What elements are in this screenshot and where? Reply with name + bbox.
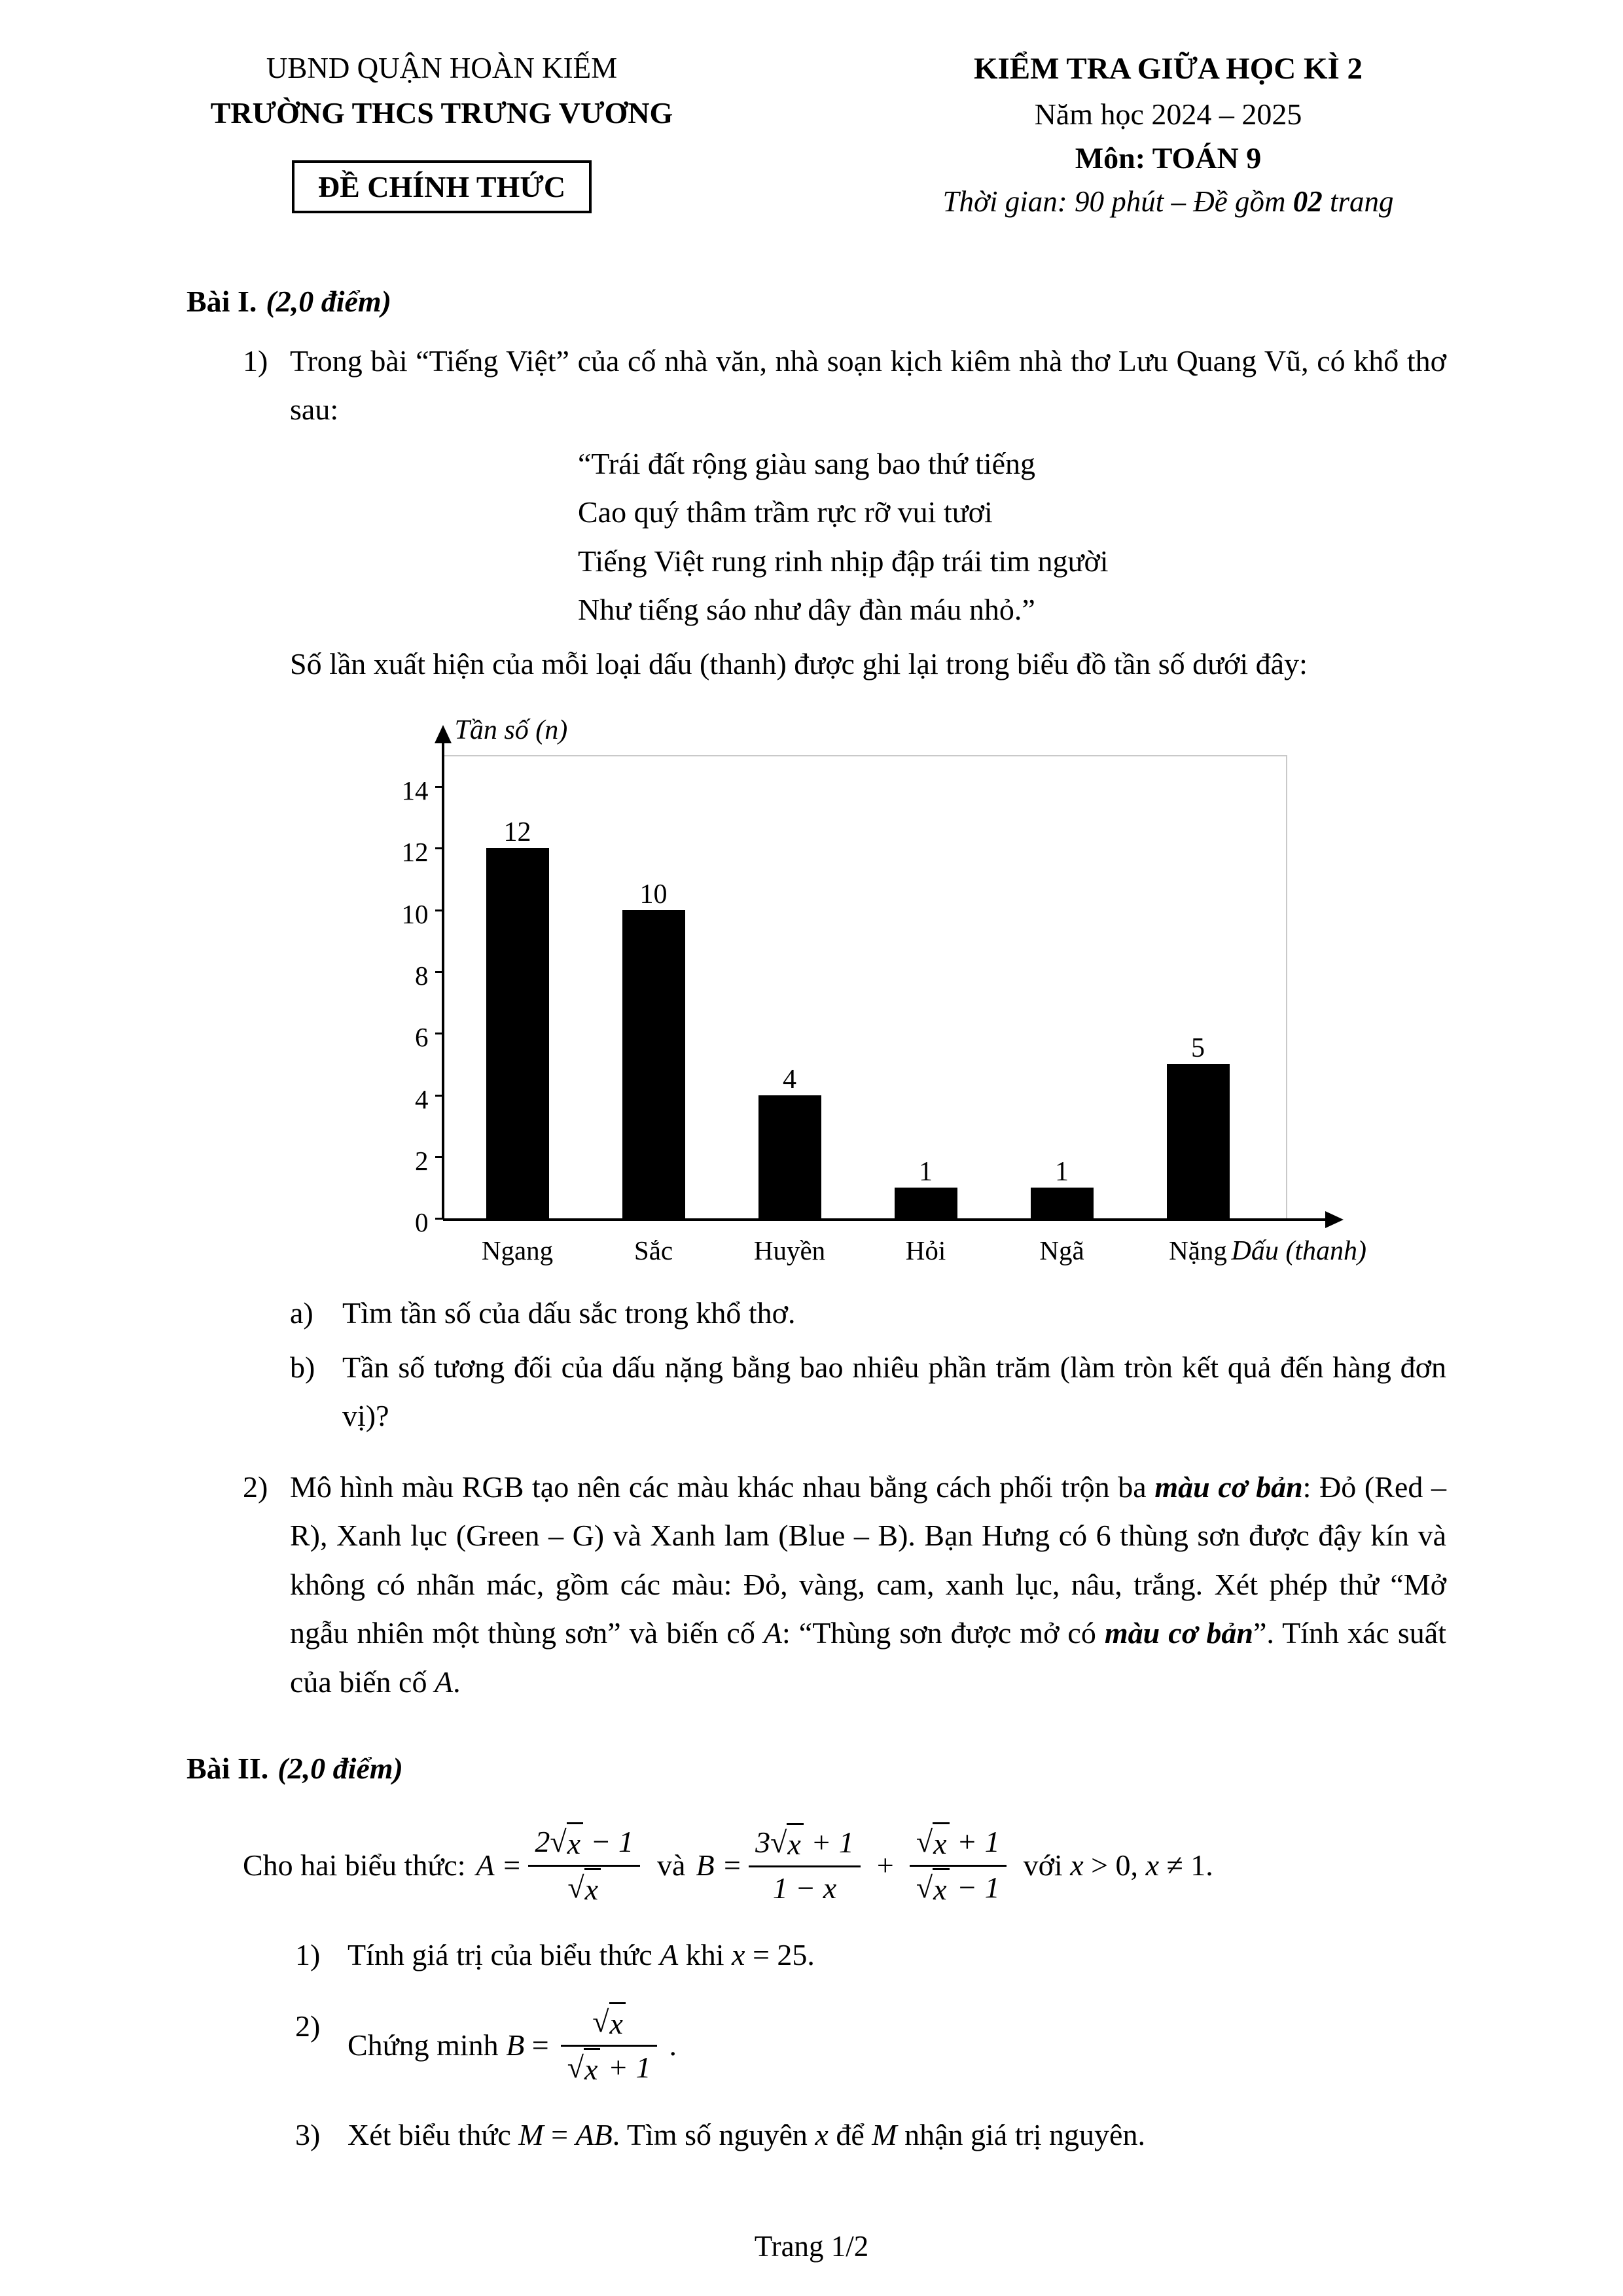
- item-number: 1): [295, 1938, 321, 1972]
- header-right-block: [890, 51, 1446, 219]
- chart-x-axis-arrow: [1325, 1211, 1344, 1228]
- bai1-item1-sub-a: [290, 1289, 1446, 1338]
- chart-bar: [1167, 1064, 1230, 1218]
- bai2-item-1: [187, 1931, 1446, 1980]
- chart-bar: [622, 910, 685, 1218]
- bai2-item2-text: [348, 2002, 1446, 2089]
- bai2-item2-prefix: Chứng minh B =: [348, 2028, 549, 2062]
- connector-va: và: [657, 1848, 686, 1882]
- chart-y-tick-label: 2: [415, 1145, 429, 1176]
- chart-x-category-label: Ngang: [481, 1235, 554, 1266]
- chart-y-tick-mark: [435, 1095, 443, 1097]
- chart-bar: [486, 848, 549, 1218]
- item-number: 1): [243, 344, 268, 378]
- chart-y-tick-label: 0: [415, 1207, 429, 1238]
- chart-y-tick-label: 8: [415, 960, 429, 991]
- bai2-item-3: [187, 2111, 1446, 2160]
- chart-y-axis: [442, 742, 444, 1220]
- section-bai2-heading: [187, 1744, 1446, 1793]
- chart-y-tick-label: 6: [415, 1022, 429, 1053]
- sub-item-text: Tìm tần số của dấu sắc trong khổ thơ.: [342, 1296, 796, 1330]
- sub-item-letter: b): [290, 1350, 315, 1384]
- sub-item-letter: a): [290, 1296, 313, 1330]
- bai2-item3-text: Xét biểu thức M = AB. Tìm số nguyên x để M nhận giá trị nguyên.: [348, 2118, 1145, 2152]
- chart-y-tick-mark: [435, 1218, 443, 1220]
- duration-info: Thời gian: 90 phút – Đề gồm 02 trang: [942, 185, 1394, 218]
- period: .: [669, 2028, 677, 2062]
- expression-A: [476, 1822, 647, 1909]
- chart-y-tick-label: 10: [401, 898, 429, 929]
- chart-bar: [758, 1095, 821, 1219]
- fraction: [910, 1822, 1007, 1909]
- sub-item-text: Tần số tương đối của dấu nặng bằng bao nhiêu phần trăm (làm tròn kết quả đến hàng đơn vị)?: [342, 1350, 1446, 1433]
- fraction: [561, 2002, 658, 2089]
- chart-y-tick-mark: [435, 1033, 443, 1034]
- chart-x-category-label: Ngã: [1039, 1235, 1084, 1266]
- chart-bar-value-label: 1: [919, 1156, 933, 1187]
- plus-operator: +: [874, 1848, 895, 1882]
- chart-bar-value-label: 10: [639, 879, 668, 910]
- expression-B-lhs: B =: [696, 1848, 743, 1882]
- fraction-denominator: √ x + 1: [561, 2047, 658, 2089]
- chart-y-tick-mark: [435, 1156, 443, 1158]
- chart-x-axis: [443, 1218, 1325, 1221]
- chart-y-axis-title: Tần số (n): [454, 715, 568, 746]
- section-bai2-points: (2,0 điểm): [277, 1752, 403, 1786]
- expression-B: [696, 1822, 1012, 1909]
- chart-y-tick-mark: [435, 971, 443, 973]
- fraction: [528, 1822, 640, 1909]
- chart-y-tick-mark: [435, 910, 443, 911]
- fraction-numerator: √ x + 1: [910, 1822, 1007, 1867]
- section-bai1-heading: [187, 277, 1446, 327]
- page-header: [187, 51, 1446, 219]
- fraction-numerator: 3 √ x + 1: [749, 1823, 861, 1867]
- bai2-intro: [243, 1822, 1446, 1909]
- section-bai2-title: Bài II.: [187, 1752, 269, 1786]
- exam-title: KIỂM TRA GIỮA HỌC KÌ 2: [973, 52, 1363, 86]
- fraction: [749, 1823, 861, 1908]
- item-number: 3): [295, 2118, 321, 2152]
- poem-line: “Trái đất rộng giàu sang bao thứ tiếng: [578, 446, 1036, 480]
- issuing-authority: UBND QUẬN HOÀN KIẾM: [266, 52, 618, 84]
- poem-line: Cao quý thâm trầm rực rỡ vui tươi: [578, 495, 993, 529]
- chart-y-tick-mark: [435, 847, 443, 849]
- item-body: [290, 337, 1446, 1441]
- frequency-bar-chart: [358, 708, 1379, 1276]
- chart-x-category-label: Nặng: [1169, 1235, 1227, 1266]
- chart-y-axis-arrow: [435, 725, 452, 743]
- fraction-denominator: √ x: [528, 1867, 640, 1909]
- bai2-item-2: [187, 2002, 1446, 2089]
- poem-line: Như tiếng sáo như dây đàn máu nhỏ.”: [578, 593, 1035, 627]
- chart-bar-value-label: 4: [783, 1064, 796, 1095]
- item-number: 2): [243, 1470, 268, 1504]
- chart-bar-value-label: 5: [1191, 1033, 1205, 1064]
- page-number: Trang 1/2: [754, 2230, 869, 2263]
- bai2-intro-label: Cho hai biểu thức:: [243, 1848, 466, 1882]
- chart-bar-value-label: 12: [503, 817, 531, 848]
- bai1-item1-text: Trong bài “Tiếng Việt” của cố nhà văn, nhà soạn kịch kiêm nhà thơ Lưu Quang Vũ, có khổ thơ sau:: [290, 344, 1446, 427]
- bai1-item2-text: Mô hình màu RGB tạo nên các màu khác nhau bằng cách phối trộn ba màu cơ bản: Đỏ (Red – R), Xanh lục (Green – G) và Xanh lam (Blue – B). Bạn Hưng có 6 thùng sơn được đậy kín và không có nhãn mác, gồm các màu: Đỏ, vàng, cam, xanh lục, nâu, trắng. Xét phép thử “Mở ngẫu nhiên một thùng sơn” và biến cố A: “Thùng sơn được mở có màu cơ bản”. Tính xác suất của biến cố A.: [290, 1470, 1446, 1699]
- chart-y-tick-label: 14: [401, 775, 429, 806]
- bai2-intro-condition: với x > 0, x ≠ 1.: [1023, 1848, 1213, 1882]
- bai2-item1-text: Tính giá trị của biểu thức A khi x = 25.: [348, 1938, 815, 1972]
- section-bai1-points: (2,0 điểm): [266, 285, 391, 318]
- bai1-item1-sub-b: [290, 1343, 1446, 1441]
- expression-B-simplified: [554, 2002, 664, 2089]
- poem-line: Tiếng Việt rung rinh nhịp đập trái tim người: [578, 544, 1109, 578]
- bai1-item-1: [187, 337, 1446, 1441]
- chart-y-tick-mark: [435, 786, 443, 788]
- school-name: TRƯỜNG THCS TRƯNG VƯƠNG: [210, 96, 673, 130]
- chart-x-category-label: Sắc: [633, 1235, 673, 1266]
- fraction-numerator: 2 √ x − 1: [528, 1822, 640, 1867]
- chart-bar-value-label: 1: [1055, 1156, 1069, 1187]
- chart-y-tick-label: 4: [415, 1084, 429, 1114]
- fraction-numerator: √ x: [561, 2002, 658, 2047]
- section-bai1-title: Bài I.: [187, 285, 257, 318]
- chart-caption: Số lần xuất hiện của mỗi loại dấu (thanh) được ghi lại trong biểu đồ tần số dưới đây:: [290, 646, 1308, 680]
- chart-y-tick-label: 12: [401, 837, 429, 868]
- official-exam-box: ĐỀ CHÍNH THỨC: [292, 160, 592, 213]
- header-left-block: [187, 51, 697, 213]
- chart-x-axis-title: Dấu (thanh): [1231, 1236, 1366, 1267]
- subject: Môn: TOÁN 9: [1075, 141, 1262, 175]
- expression-A-lhs: A =: [476, 1848, 522, 1882]
- chart-x-category-label: Huyền: [753, 1235, 826, 1266]
- fraction-denominator: 1 − x: [772, 1871, 837, 1905]
- chart-x-category-label: Hỏi: [905, 1235, 946, 1266]
- item-number: 2): [295, 2009, 321, 2043]
- school-year: Năm học 2024 – 2025: [1034, 97, 1302, 131]
- bai1-item-2: [187, 1463, 1446, 1707]
- poem-block: [578, 440, 1446, 635]
- fraction-denominator: √ x − 1: [910, 1867, 1007, 1909]
- chart-plot-frame: [443, 755, 1287, 1218]
